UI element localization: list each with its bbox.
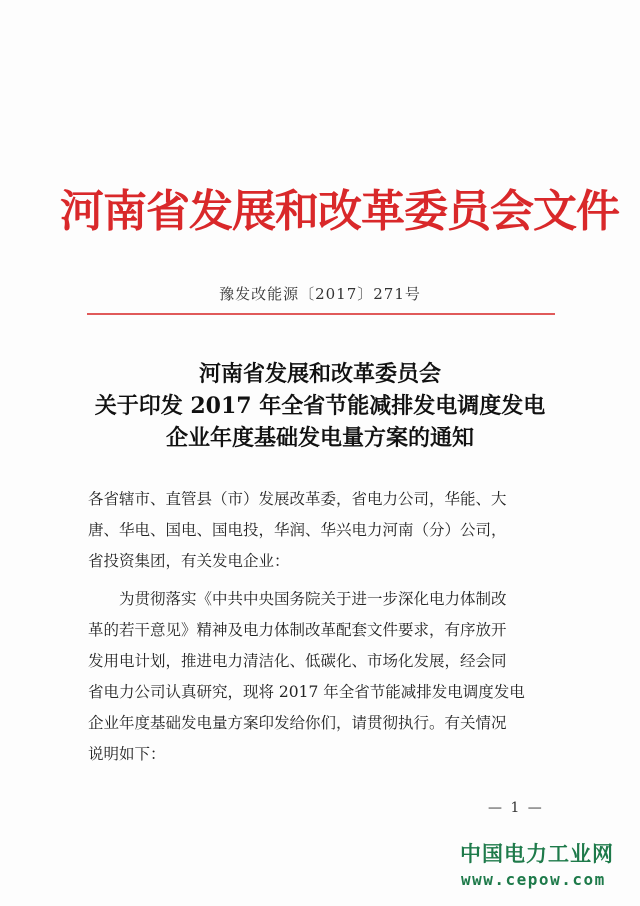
document-number: 豫发改能源〔2017〕271号 xyxy=(219,285,421,303)
notice-title xyxy=(60,358,580,454)
paragraph-line: 省电力公司认真研究，现将 2017 年全省节能减排发电调度发电 xyxy=(88,683,525,701)
issuer-header: 河南省发展和改革委员会文件 xyxy=(60,186,619,237)
addressee-line: 各省辖市、直管县（市）发展改革委，省电力公司，华能、大 xyxy=(88,490,507,508)
watermark-site-name: 中国电力工业网 xyxy=(460,842,614,866)
red-divider-line xyxy=(87,313,555,315)
notice-title-line: 企业年度基础发电量方案的通知 xyxy=(165,425,474,451)
paragraph-line: 为贯彻落实《中共中央国务院关于进一步深化电力体制改 xyxy=(119,590,507,608)
paragraph-line: 说明如下： xyxy=(88,745,166,763)
notice-title-line: 河南省发展和改革委员会 xyxy=(198,361,441,387)
body-paragraph xyxy=(88,584,558,770)
watermark-url: www.cepow.com xyxy=(461,870,606,889)
notice-title-line: 关于印发 2017 年全省节能减排发电调度发电 xyxy=(94,393,546,419)
addressee-line: 唐、华电、国电、国电投，华润、华兴电力河南（分）公司， xyxy=(88,521,507,539)
addressee-block xyxy=(88,484,558,577)
page-number: — 1 — xyxy=(488,800,544,816)
paragraph-line: 发用电计划，推进电力清洁化、低碳化、市场化发展，经会同 xyxy=(88,652,507,670)
addressee-line: 省投资集团，有关发电企业： xyxy=(88,552,290,570)
paragraph-line: 革的若干意见》精神及电力体制改革配套文件要求，有序放开 xyxy=(88,621,507,639)
paragraph-line: 企业年度基础发电量方案印发给你们，请贯彻执行。有关情况 xyxy=(88,714,507,732)
